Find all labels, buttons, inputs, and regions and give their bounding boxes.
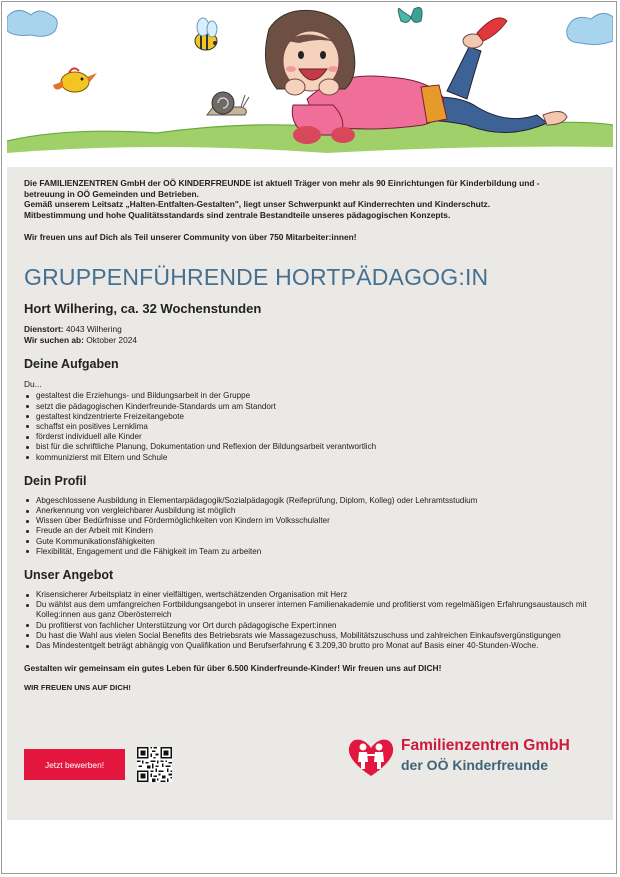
list-item: förderst individuell alle Kinder: [24, 432, 596, 442]
list-item: bist für die schriftliche Planung, Dokumentation und Reflexion der Bildungsarbeit verantwortlich: [24, 442, 596, 452]
qr-code-icon[interactable]: [137, 747, 172, 782]
children-heart-icon: [345, 736, 397, 778]
intro-text: [24, 178, 596, 220]
list-item: kommunizierst mit Eltern und Schule: [24, 453, 596, 463]
list-item: Anerkennung von vergleichbarer Ausbildung ist möglich: [24, 506, 596, 516]
list-item: Du wählst aus dem umfangreichen Fortbildungsangebot in unserer internen Familienakademie und profitierst vom regelmäßigen Erfahrungsaustausch mit Kolleg:innen aus ganz Oberösterreich: [24, 600, 596, 620]
list-item: Flexibilität, Engagement und die Fähigkeit im Team zu arbeiten: [24, 547, 596, 557]
list-item: schaffst ein positives Lernklima: [24, 422, 596, 432]
start-value: Oktober 2024: [86, 335, 138, 346]
intro-line: betreuung in OÖ Gemeinden und Betrieben.: [24, 188, 199, 199]
closing-slogan: WIR FREUEN UNS AUF DICH!: [24, 683, 131, 693]
job-meta: [24, 324, 596, 346]
tasks-heading: Deine Aufgaben: [24, 357, 119, 372]
list-item: Gute Kommunikationsfähigkeiten: [24, 537, 596, 547]
profile-list: [24, 496, 596, 557]
job-title: GRUPPENFÜHRENDE HORTPÄDAGOG:IN: [24, 264, 489, 291]
bee-icon: [195, 18, 217, 50]
company-logo: [345, 736, 595, 778]
list-item: Wissen über Bedürfnisse und Fördermöglichkeiten von Kindern im Volksschulalter: [24, 516, 596, 526]
list-item: Du profitierst von fachlicher Unterstützung vor Ort durch pädagogische Expert:innen: [24, 621, 596, 631]
main-content: [24, 178, 596, 692]
intro-line: Gemäß unserem Leitsatz „Halten-Entfalten-Gestalten", liegt unser Schwerpunkt auf Kinderrechten und Kinderschutz.: [24, 199, 491, 210]
start-row: [24, 335, 596, 346]
job-subtitle: Hort Wilhering, ca. 32 Wochenstunden: [24, 301, 262, 317]
start-label: Wir suchen ab:: [24, 335, 84, 346]
location-row: [24, 324, 596, 335]
logo-name: Familienzentren GmbH: [401, 737, 570, 754]
intro-line: Mitbestimmung und hohe Qualitätsstandards sind zentrale Bestandteile unseres pädagogischen Konzepts.: [24, 209, 451, 220]
cloud-icon: [7, 10, 57, 36]
offer-heading: Unser Angebot: [24, 568, 114, 583]
apply-button[interactable]: Jetzt bewerben!: [24, 749, 125, 780]
list-item: Abgeschlossene Ausbildung in Elementarpädagogik/Sozialpädagogik (Reifeprüfung, Diplom, Kolleg) oder Lehramtsstudium: [24, 496, 596, 506]
list-item: gestaltest kindzentrierte Freizeitangebote: [24, 412, 596, 422]
list-item: Das Mindestentgelt beträgt abhängig von Qualifikation und Berufserfahrung € 3.209,30 brutto pro Monat auf Basis einer 40-Stunden-Woche.: [24, 641, 596, 651]
list-item: Freude an der Arbeit mit Kindern: [24, 526, 596, 536]
invite-text: Wir freuen uns auf Dich als Teil unserer Community von über 750 Mitarbeiter:innen!: [24, 232, 357, 243]
profile-heading: Dein Profil: [24, 473, 87, 488]
location-label: Dienstort:: [24, 324, 64, 335]
offer-list: [24, 590, 596, 651]
logo-subtitle: der OÖ Kinderfreunde: [401, 757, 549, 773]
list-item: setzt die pädagogischen Kinderfreunde-Standards um am Standort: [24, 402, 596, 412]
list-item: gestaltest die Erziehungs- und Bildungsarbeit in der Gruppe: [24, 391, 596, 401]
closing-text: Gestalten wir gemeinsam ein gutes Leben für über 6.500 Kinderfreunde-Kinder! Wir freuen uns auf DICH!: [24, 663, 442, 674]
list-item: Du hast die Wahl aus vielen Social Benefits des Betriebsrats wie Massagezuschuss, Mobilitätszuschuss und zahlreichen Einkaufsvergünstigungen: [24, 631, 596, 641]
hero-illustration: [7, 7, 613, 167]
intro-line: Die FAMILIENZENTREN GmbH der OÖ KINDERFREUNDE ist aktuell Träger von mehr als 90 Einrichtungen für Kinderbildung und -: [24, 178, 540, 188]
tasks-list: [24, 391, 596, 462]
location-value: 4043 Wilhering: [65, 324, 122, 335]
list-item: Krisensicherer Arbeitsplatz in einer vielfältigen, wertschätzenden Organisation mit Herz: [24, 590, 596, 600]
tasks-lead: Du...: [24, 379, 42, 390]
